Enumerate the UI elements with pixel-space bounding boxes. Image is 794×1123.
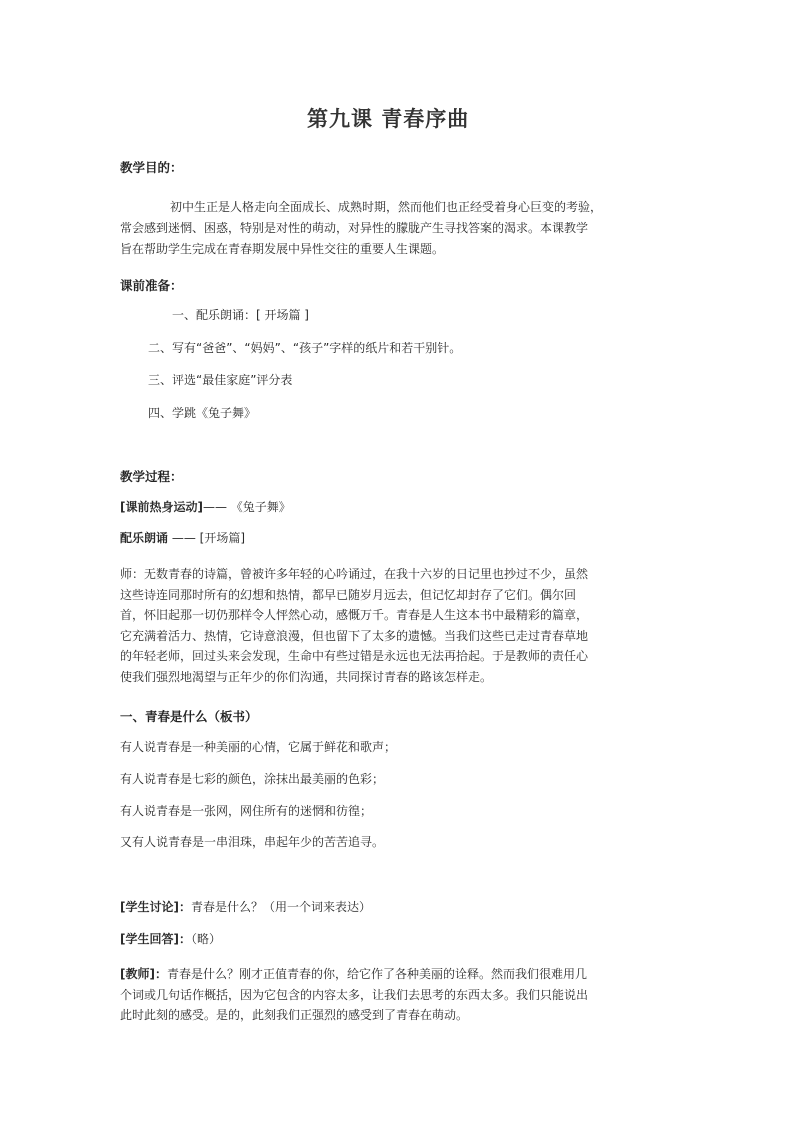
section1-line-1: 有人说青春是一种美丽的心情，它属于鲜花和歌声； — [120, 740, 397, 754]
warmup-text: —— 《兔子舞》 — [202, 500, 291, 514]
teacher-comment-line: 个词或几句话作概括，因为它包含的内容太多，让我们去思考的东西太多。我们只能说出 — [120, 987, 589, 1002]
objective-line-1: 初中生正是人格走向全面成长、成熟时期，然而他们也正经受着身心巨变的考验， — [170, 200, 603, 214]
teacher-intro-line: 首，怀旧起那一切仍那样令人怦然心动，感慨万千。青春是人生这本书中最精彩的篇章， — [120, 608, 589, 622]
discussion-text: 青春是什么？（用一个词来表达） — [190, 900, 371, 914]
recital-text: —— [开场篇] — [168, 531, 246, 545]
preparation-item-3: 三、评选“最佳家庭”评分表 — [148, 373, 293, 387]
teacher-intro-paragraph — [120, 564, 668, 687]
process-heading: 教学过程： — [120, 469, 183, 484]
warmup-line — [120, 498, 291, 517]
teacher-intro-line: 师：无数青春的诗篇，曾被许多年轻的心吟诵过，在我十六岁的日记里也抄过不少，虽然 — [120, 567, 589, 581]
teacher-comment-line — [120, 964, 668, 985]
warmup-label: [课前热身运动] — [120, 500, 203, 514]
objective-line-3: 旨在帮助学生完成在青春期发展中异性交往的重要人生课题。 — [120, 242, 445, 256]
section1-line-3: 有人说青春是一张网，网住所有的迷惘和彷徨； — [120, 804, 373, 818]
teacher-intro-line: 使我们强烈地渴望与正年少的你们沟通，共同探讨青春的路该怎样走。 — [120, 669, 493, 684]
objective-line-2: 常会感到迷惘、困惑，特别是对性的萌动，对异性的朦胧产生寻找答案的渴求。本课教学 — [120, 221, 589, 235]
page-title: 第九课 青春序曲 — [307, 106, 470, 131]
discussion-line — [120, 898, 371, 917]
answer-line — [120, 930, 221, 949]
preparation-heading: 课前准备： — [120, 278, 183, 293]
teacher-comment-paragraph — [120, 964, 668, 1026]
preparation-item-2: 二、写有“爸爸”、“妈妈”、“孩子”字样的纸片和若干别针。 — [148, 341, 462, 355]
teacher-comment-line: 此时此刻的感受。是的，此刻我们正强烈的感受到了青春在萌动。 — [120, 1008, 469, 1022]
preparation-item-1: 一、配乐朗诵：[ 开场篇 ] — [172, 308, 309, 322]
teacher-comment-first: 青春是什么？刚才正值青春的你，给它作了各种美丽的诠释。然而我们很难用几 — [166, 967, 587, 981]
preparation-item-4: 四、学跳《兔子舞》 — [148, 406, 257, 420]
section1-line-4: 又有人说青春是一串泪珠，串起年少的苦苦追寻。 — [120, 835, 385, 849]
teacher-intro-line: 它充满着活力、热情，它诗意浪漫，但也留下了太多的遗憾。当我们这些已走过青春草地 — [120, 628, 589, 643]
answer-text: （略） — [190, 932, 221, 946]
section1-line-2: 有人说青春是七彩的颜色，涂抹出最美丽的色彩； — [120, 772, 385, 786]
teacher-label: [教师]： — [120, 967, 167, 981]
teacher-intro-line: 的年轻老师，回过头来会发现，生命中有些过错是永远也无法再拾起。于是教师的责任心 — [120, 649, 589, 663]
answer-label: [学生回答]： — [120, 932, 191, 946]
recital-line — [120, 529, 245, 548]
recital-label: 配乐朗诵 — [120, 531, 169, 545]
teacher-intro-line: 这些诗连同那时所有的幻想和热情，都早已随岁月远去，但记忆却封存了它们。偶尔回 — [120, 587, 577, 602]
discussion-label: [学生讨论]： — [120, 900, 191, 914]
objective-heading: 教学目的： — [120, 160, 183, 175]
section1-heading: 一、青春是什么（板书） — [120, 709, 258, 724]
